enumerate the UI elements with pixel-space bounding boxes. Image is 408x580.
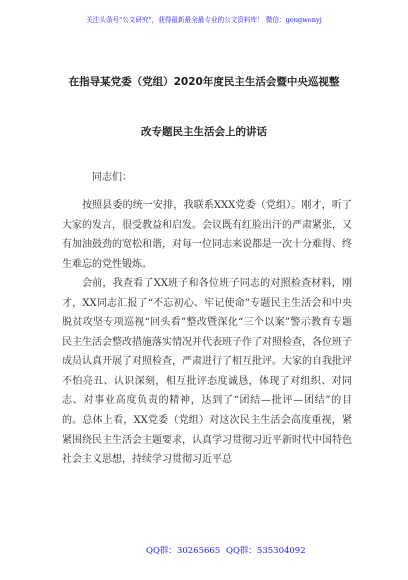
footer-qq-group-2: QQ群：535304092 <box>226 546 306 556</box>
paragraph-1: 按照县委的统一安排，我联系XXX党委（党组）。刚才，听了大家的发言，很受教益和启发。会议既有红脸出汗的严肃紧张，又有加油鼓劲的宽松和谐，对每一位同志来说都是一次十分难得、终生难忘的党性锻炼。 <box>62 200 352 270</box>
header-promo-text: 关注头条号"公文研究"，获得最新最全最专业的公文资料库！ 微信：gongwenyj <box>86 16 322 24</box>
paragraph-2: 会前，我查看了XX班子和各位班子同志的对照检查材料，刚才，XX同志汇报了“不忘初心、牢记使命”专题民主生活会和中央脱贫攻坚专项巡视“回头看”整改暨深化“三个以案”警示教育专题民主生活会整改措施落实情况并代表班子作了对照检查，各位班子成员认真开展了对照检查，严肃进行了相互批评。大家的自我批评不怕亮丑、认识深刻，相互批评态度诚恳，体现了对组织、对同志、对事业高度负责的精神，达到了“团结—批评—团结”的目的。总体上看，XX党委（党组）对这次民主生活会高度重视，紧紧围绕民主生活会主题要求，认真学习贯彻习近平新时代中国特色社会主义思想，持续学习贯彻习近平总 <box>62 278 352 466</box>
salutation: 同志们： <box>92 172 132 183</box>
document-title-line-1: 在指导某党委（党组）2020年度民主生活会暨中央巡视整 <box>68 76 340 88</box>
document-body <box>62 196 352 470</box>
footer-qq-group-1: QQ群：30265665 <box>146 546 221 556</box>
document-title-line-2: 改专题民主生活会上的讲话 <box>141 126 267 138</box>
